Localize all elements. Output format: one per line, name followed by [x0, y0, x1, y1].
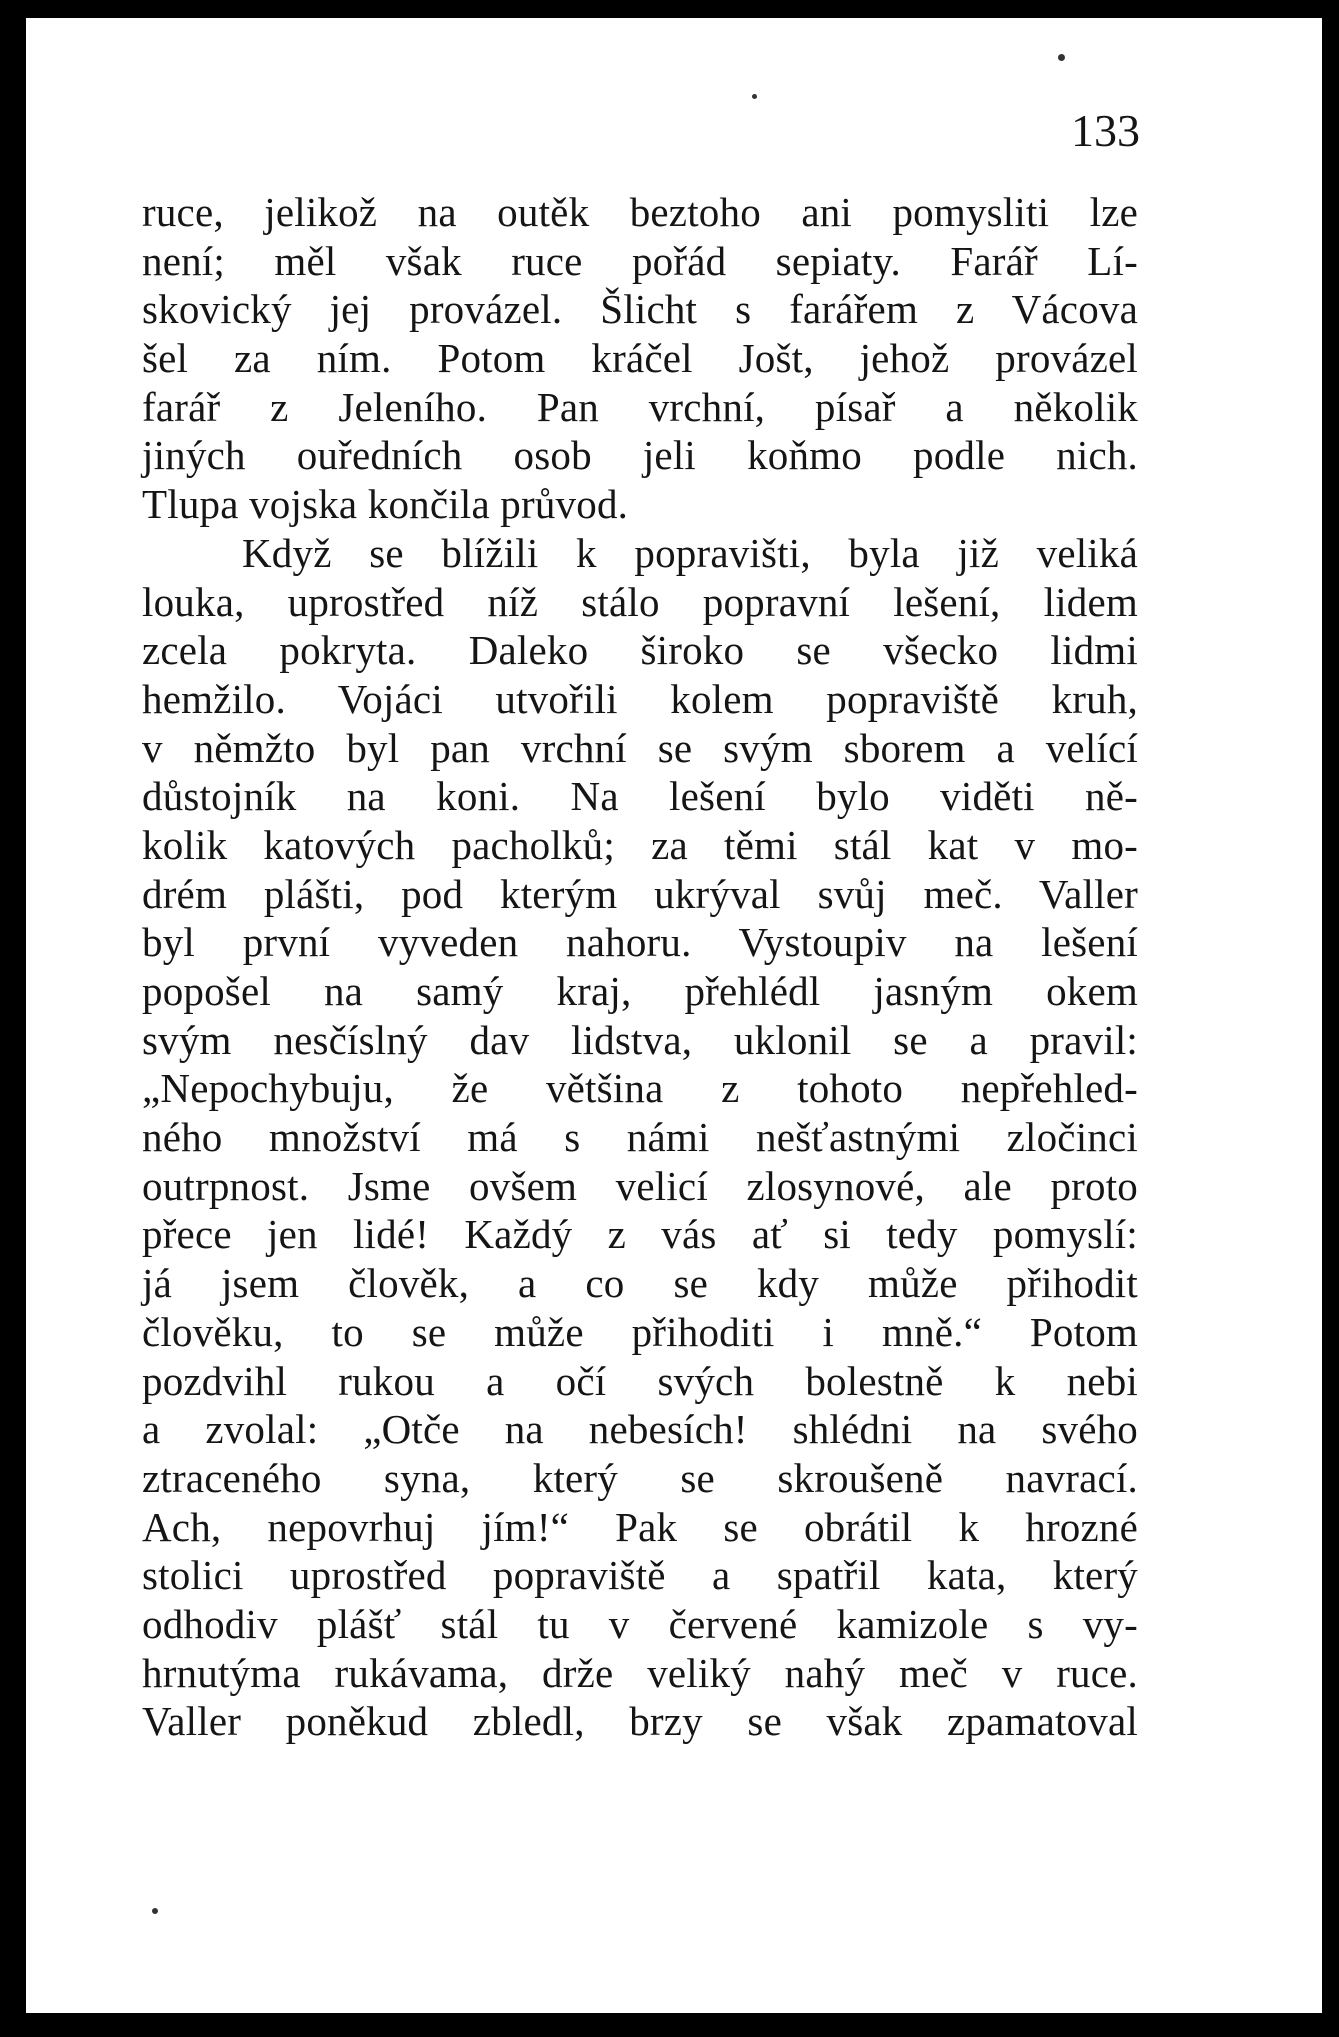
text-line: člověku, to se může přihoditi i mně.“ Potom	[142, 1308, 1138, 1355]
text-line: hemžilo. Vojáci utvořili kolem popraviště kruh,	[142, 675, 1138, 722]
text-line: ruce, jelikož na outěk beztoho ani pomysliti lze	[142, 189, 1138, 235]
paragraph-end-line: Tlupa vojska končila průvod.	[142, 481, 629, 528]
text-line: odhodiv plášť stál tu v červené kamizole s vy-	[142, 1600, 1138, 1647]
text-line: jiných ouředních osob jeli koňmo podle nich.	[142, 432, 1138, 479]
text-line: farář z Jeleního. Pan vrchní, písař a několik	[142, 383, 1138, 430]
text-line: drém plášti, pod kterým ukrýval svůj meč. Valler	[142, 870, 1138, 917]
scan-speck	[1058, 54, 1065, 61]
text-line: popošel na samý kraj, přehlédl jasným okem	[142, 968, 1138, 1014]
text-line: ného množství má s námi nešťastnými zločinci	[142, 1114, 1138, 1161]
text-line: důstojník na koni. Na lešení bylo viděti ně-	[142, 773, 1138, 820]
text-line: přece jen lidé! Každý z vás ať si tedy pomyslí:	[142, 1211, 1138, 1258]
text-line: kolik katových pacholků; za těmi stál kat v mo-	[142, 821, 1138, 868]
text-line: skovický jej provázel. Šlicht s farářem z Vácova	[142, 286, 1138, 333]
text-line: „Nepochybuju, že většina z tohoto nepřehled-	[142, 1065, 1138, 1112]
text-line: byl první vyveden nahoru. Vystoupiv na lešení	[142, 919, 1138, 966]
text-line: šel za ním. Potom kráčel Jošt, jehož provázel	[142, 335, 1138, 382]
text-line: Ach, nepovrhuj jím!“ Pak se obrátil k hrozné	[142, 1503, 1138, 1550]
text-line: zcela pokryta. Daleko široko se všecko lidmi	[142, 627, 1138, 674]
text-line: hrnutýma rukávama, drže veliký nahý meč v ruce.	[142, 1649, 1138, 1696]
text-line: Valler poněkud zbledl, brzy se však zpamatoval	[142, 1698, 1138, 1745]
text-line: v němžto byl pan vrchní se svým sborem a velící	[142, 724, 1138, 771]
scan-speck	[752, 94, 757, 99]
paragraph-start-line: Když se blížili k popravišti, byla již veliká	[242, 529, 1138, 576]
page-number: 133	[1071, 105, 1140, 156]
text-line: outrpnost. Jsme ovšem velicí zlosynové, ale proto	[142, 1162, 1138, 1209]
text-line: já jsem člověk, a co se kdy může přihodit	[142, 1260, 1138, 1307]
scan-speck	[152, 1908, 158, 1914]
text-line: louka, uprostřed níž stálo popravní lešení, lidem	[142, 578, 1138, 625]
text-line: stolici uprostřed popraviště a spatřil kata, který	[142, 1552, 1138, 1599]
text-line: a zvolal: „Otče na nebesích! shlédni na svého	[142, 1406, 1138, 1453]
text-line: svým nesčíslný dav lidstva, uklonil se a pravil:	[142, 1016, 1138, 1063]
text-line: pozdvihl rukou a očí svých bolestně k nebi	[142, 1357, 1138, 1404]
text-line: není; měl však ruce pořád sepiaty. Farář Lí-	[142, 237, 1138, 284]
body-text	[142, 188, 1138, 1746]
text-line: ztraceného syna, který se skroušeně navrací.	[142, 1454, 1138, 1501]
